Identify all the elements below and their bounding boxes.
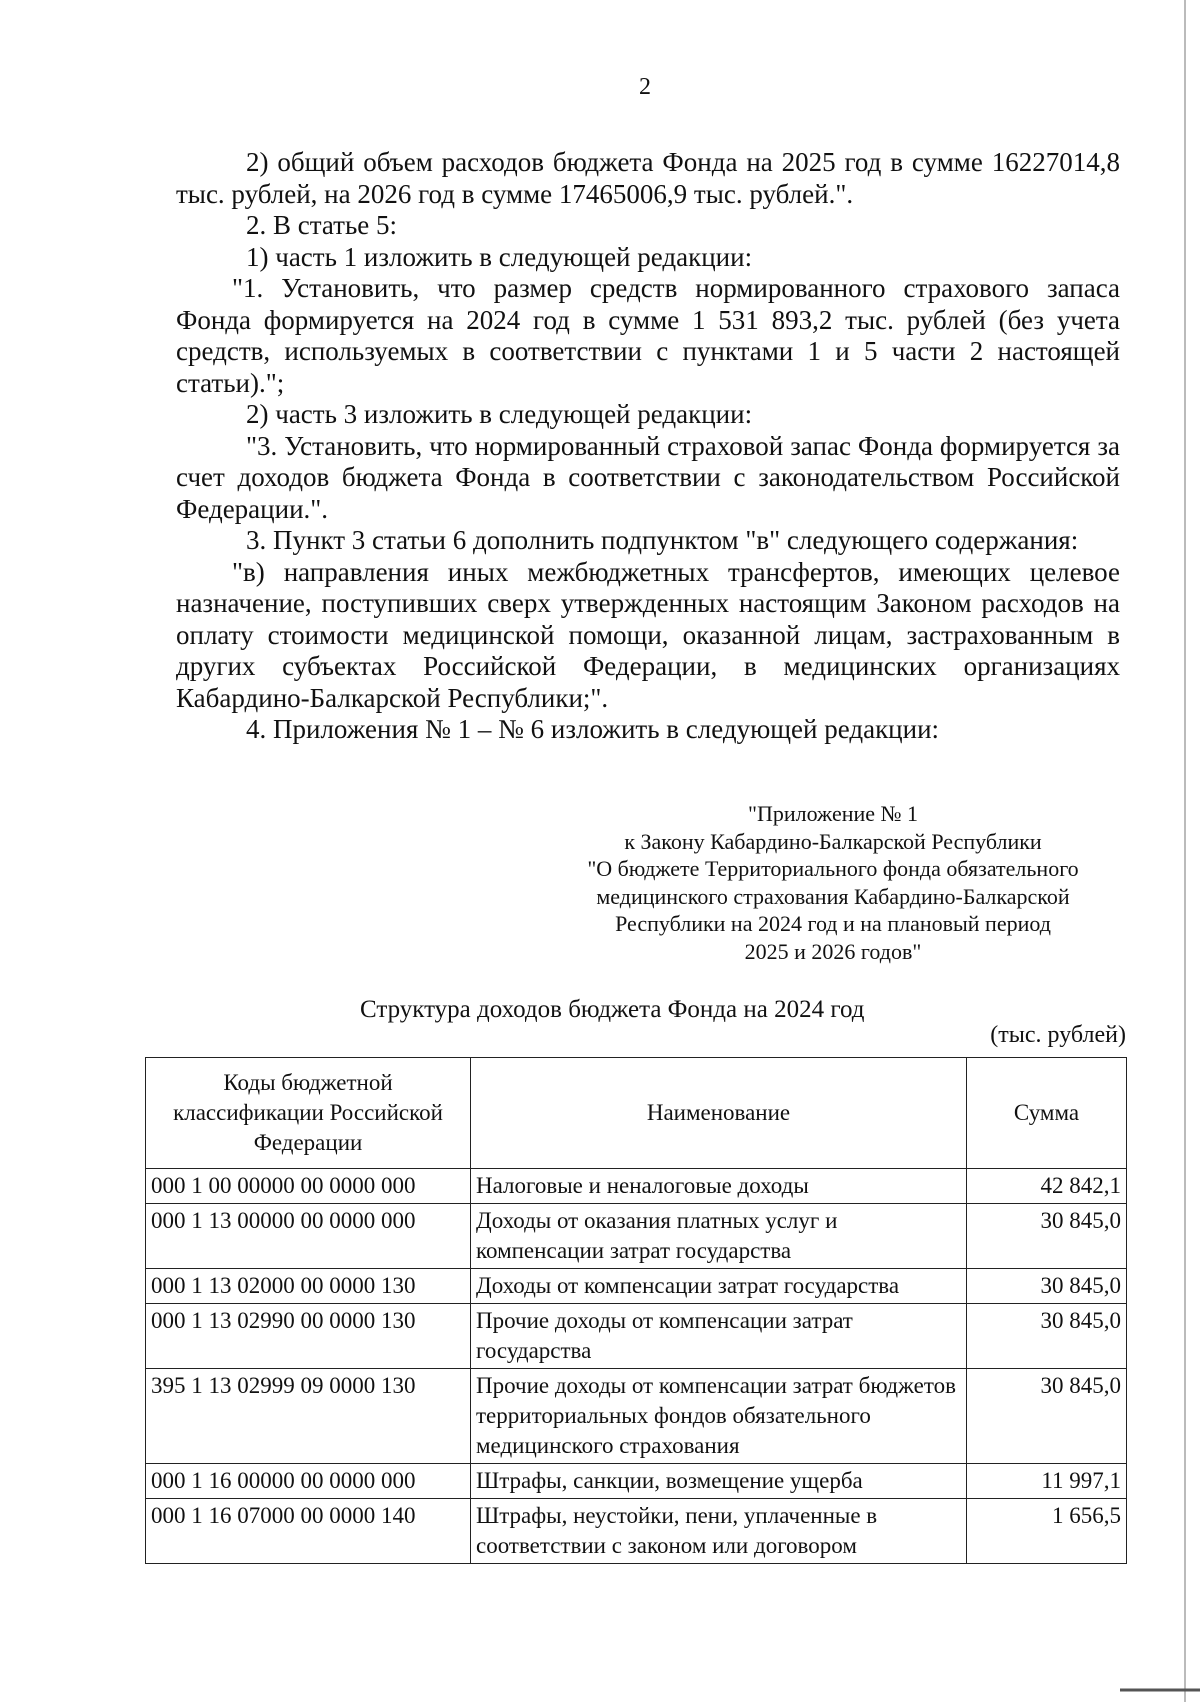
paragraph: 2) часть 3 изложить в следующей редакции: [246,399,753,429]
paragraph: "1. Установить, что размер средств нормированного страхового запаса Фонда формируется на 2024 год в сумме 1 531 893,2 тыс. рублей (без учета средств, используемых в соответствии с пунктами 1 и 5 части 2 настоящей статьи)."; [176,273,1120,398]
table-row [146,1169,1127,1204]
table-units: (тыс. рублей) [990,1022,1126,1048]
income-table [145,1057,1127,1564]
table-title: Структура доходов бюджета Фонда на 2024 год [360,996,865,1023]
cell-sum: 30 845,0 [967,1269,1127,1304]
paragraph: 2. В статье 5: [246,210,398,240]
cell-sum: 30 845,0 [967,1369,1127,1464]
cell-name: Штрафы, неустойки, пени, уплаченные в соответствии с законом или договором [471,1499,967,1564]
appendix-header [568,800,1098,965]
cell-sum: 11 997,1 [967,1464,1127,1499]
cell-name: Доходы от компенсации затрат государства [471,1269,967,1304]
table-row [146,1499,1127,1564]
table-row [146,1204,1127,1269]
table-header-row [146,1058,1127,1169]
cell-name: Налоговые и неналоговые доходы [471,1169,967,1204]
paragraph: 2) общий объем расходов бюджета Фонда на 2025 год в сумме 16227014,8 тыс. рублей, на 2026 год в сумме 17465006,9 тыс. рублей.". [176,147,1120,209]
cell-code: 000 1 16 00000 00 0000 000 [146,1464,471,1499]
paragraph: 3. Пункт 3 статьи 6 дополнить подпунктом "в" следующего содержания: [246,525,1079,555]
header-code: Коды бюджетной классификации Российской Федерации [146,1058,471,1169]
appendix-line: 2025 и 2026 годов" [744,938,922,964]
paragraph: 4. Приложения № 1 – № 6 изложить в следующей редакции: [246,714,940,744]
header-sum: Сумма [967,1058,1127,1169]
paragraph: "3. Установить, что нормированный страховой запас Фонда формируется за счет доходов бюджета Фонда в соответствии с законодательством Российской Федерации.". [176,430,1120,524]
appendix-line: к Закону Кабардино-Балкарской Республики [624,828,1042,854]
paragraph: 1) часть 1 изложить в следующей редакции: [246,241,753,272]
cell-code: 395 1 13 02999 09 0000 130 [146,1369,471,1464]
cell-name: Прочие доходы от компенсации затрат бюджетов территориальных фондов обязательного медицинского страхования [471,1369,967,1464]
appendix-line: "О бюджете Территориального фонда обязательного [587,856,1079,881]
body-text [176,147,1120,746]
cell-sum: 1 656,5 [967,1499,1127,1564]
paragraph: "в) направления иных межбюджетных трансфертов, имеющих целевое назначение, поступивших сверх утвержденных настоящим Законом расходов на оплату стоимости медицинской помощи, оказанной лицам, застрахованным в других субъектах Российской Федерации, в медицинских организациях Кабардино-Балкарской Республики;". [176,556,1120,713]
cell-code: 000 1 13 02990 00 0000 130 [146,1304,471,1369]
table-row [146,1304,1127,1369]
table-row [146,1269,1127,1304]
header-name: Наименование [471,1058,967,1169]
cell-sum: 30 845,0 [967,1204,1127,1269]
cell-code: 000 1 00 00000 00 0000 000 [146,1169,471,1204]
cell-name: Прочие доходы от компенсации затрат государства [471,1304,967,1369]
cell-name: Доходы от оказания платных услуг и компенсации затрат государства [471,1204,967,1269]
cell-code: 000 1 16 07000 00 0000 140 [146,1499,471,1564]
cell-code: 000 1 13 02000 00 0000 130 [146,1269,471,1304]
cell-sum: 30 845,0 [967,1304,1127,1369]
appendix-line: Республики на 2024 год и на плановый период [615,911,1051,936]
page-number: 2 [639,74,651,100]
table-row [146,1369,1127,1464]
cell-name: Штрафы, санкции, возмещение ущерба [471,1464,967,1499]
appendix-line: "Приложение № 1 [747,801,919,826]
appendix-line: медицинского страхования Кабардино-Балкарской [596,883,1070,909]
table-row [146,1464,1127,1499]
cell-sum: 42 842,1 [967,1169,1127,1204]
cell-code: 000 1 13 00000 00 0000 000 [146,1204,471,1269]
